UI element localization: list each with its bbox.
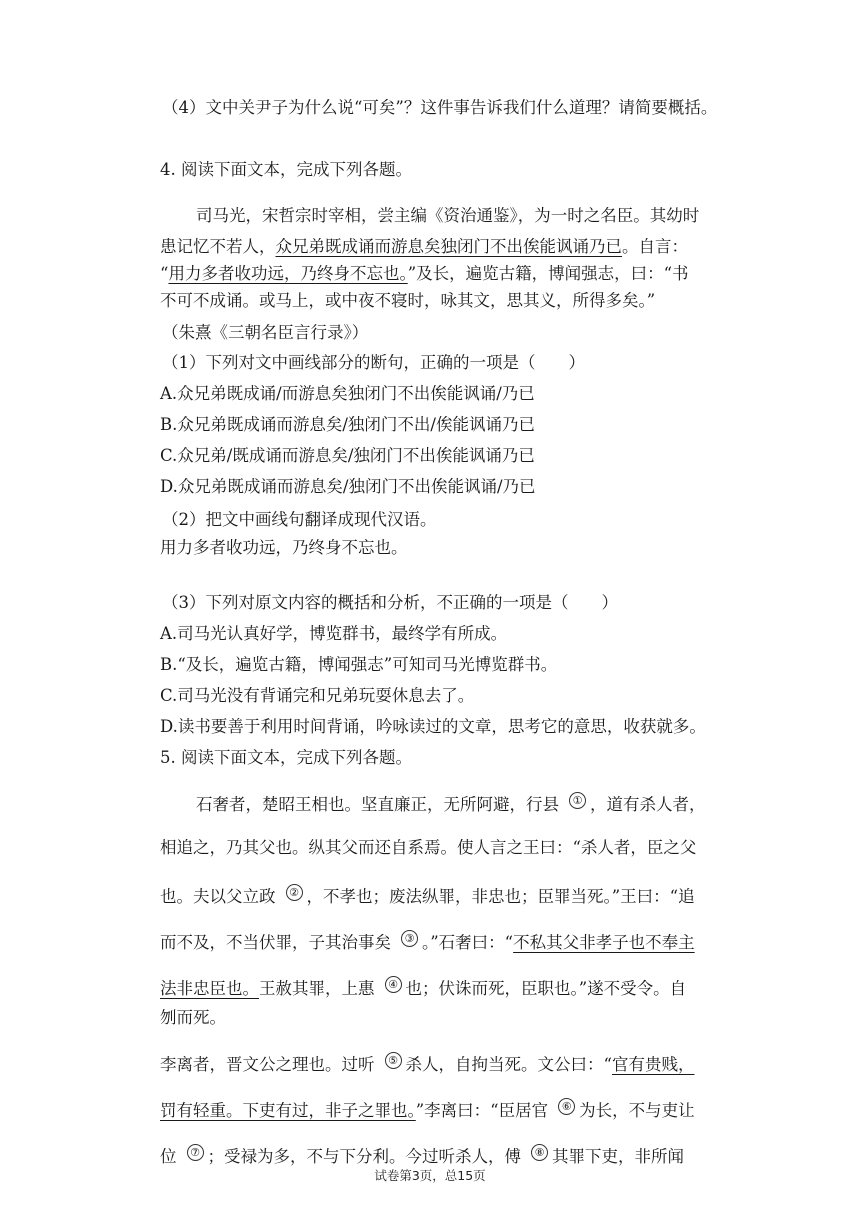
passage-text: ，不孝也；废法纵罪，非忠也；臣罪当死。”王曰：“追 <box>306 887 695 906</box>
passage-line: 相追之，乃其父也。纵其父而还自系焉。使人言之王曰：“杀人者，臣之父 <box>160 838 697 857</box>
passage-text: 其罪下吏，非所闻 <box>552 1147 684 1166</box>
passage-line <box>160 1144 684 1167</box>
passage-text: 患记忆不若人， <box>160 237 276 256</box>
passage-line <box>160 264 689 284</box>
translate-sentence: 用力多者收功远，乃终身不忘也。 <box>160 538 408 557</box>
underlined-sentence: 官有贵贱， <box>611 1055 695 1074</box>
passage-text: ”及长，遍览古籍，博闻强志，曰：“书 <box>407 264 689 283</box>
page-footer: 试卷第3页，总15页 <box>374 1168 486 1183</box>
passage-line <box>160 930 695 953</box>
sub-question-1: （1）下列对文中画线部分的断句，正确的一项是（ ） <box>162 353 585 372</box>
option-d: D.众兄弟既成诵而游息矣/独闭门不出俟能讽诵/乃已 <box>160 477 536 496</box>
passage-line <box>160 237 688 257</box>
passage-text: ”李离曰：“臣居官 <box>415 1101 549 1120</box>
footnote-marker: ① <box>569 792 586 809</box>
footnote-marker: ④ <box>385 976 402 993</box>
underlined-sentence: 不私其父非孝子也不奉主 <box>513 933 695 952</box>
passage-text: 。”石奢曰：“ <box>422 933 514 952</box>
sub-question-2: （2）把文中画线句翻译成现代汉语。 <box>162 510 437 529</box>
option-a: A.众兄弟既成诵/而游息矣独闭门不出俟能讽诵/乃已 <box>160 384 535 403</box>
passage-line <box>196 792 706 815</box>
passage-text: 王赦其罪，上惠 <box>259 979 375 998</box>
underlined-sentence: 众兄弟既成诵而游息矣独闭门不出俟能讽诵乃已 <box>275 237 622 256</box>
passage-line: 刎而死。 <box>160 1008 226 1027</box>
footnote-marker: ⑧ <box>531 1144 548 1161</box>
footnote-marker: ⑤ <box>385 1052 402 1069</box>
sub-question-3: （3）下列对原文内容的概括和分析，不正确的一项是（ ） <box>162 593 618 612</box>
passage-line <box>160 884 695 907</box>
option-d: D.读书要善于利用时间背诵，吟咏读过的文章，思考它的意思，收获就多。 <box>160 717 706 736</box>
question-3-sub4: （4）文中关尹子为什么说“可矣”？这件事告诉我们什么道理？请简要概括。 <box>162 98 718 117</box>
option-b: B.“及长，遍览古籍，博闻强志”可知司马光博览群书。 <box>160 655 558 674</box>
passage-text: “ <box>160 264 169 283</box>
footnote-marker: ② <box>286 884 303 901</box>
option-b: B.众兄弟既成诵而游息矣/独闭门不出/俟能讽诵乃已 <box>160 415 535 434</box>
footnote-marker: ⑥ <box>558 1098 575 1115</box>
passage-source: （朱熹《三朝名臣言行录》） <box>162 323 369 342</box>
passage-text: 也；伏诛而死，臣职也。”遂不受令。自 <box>405 979 687 998</box>
passage-text: 杀人，自拘当死。文公曰：“ <box>405 1055 612 1074</box>
passage-text: 为长，不与吏让 <box>579 1101 695 1120</box>
passage-line: 不可不成诵。或马上，或中夜不寝时，咏其文，思其义，所得多矣。” <box>160 291 656 310</box>
passage-line <box>160 1098 695 1121</box>
footnote-marker: ③ <box>401 930 418 947</box>
passage-text: 而不及，不当伏罪，子其治事矣 <box>160 933 391 952</box>
passage-line <box>160 976 686 999</box>
passage-line <box>160 1052 694 1075</box>
passage-text: 李离者，晋文公之理也。过听 <box>160 1055 375 1074</box>
passage-text: 。自言： <box>622 237 688 256</box>
option-a: A.司马光认真好学，博览群书，最终学有所成。 <box>160 624 508 643</box>
passage-line: 司马光，宋哲宗时宰相，尝主编《资治通鉴》，为一时之名臣。其幼时 <box>196 206 700 225</box>
option-c: C.司马光没有背诵完和兄弟玩耍休息去了。 <box>160 686 475 705</box>
underlined-sentence: 罚有轻重。下吏有过，非子之罪也。 <box>160 1101 416 1120</box>
underlined-sentence: 用力多者收功远，乃终身不忘也。 <box>168 264 408 283</box>
passage-text: 位 <box>160 1147 177 1166</box>
question-5-heading: 5. 阅读下面文本，完成下列各题。 <box>160 748 412 767</box>
option-c: C.众兄弟/既成诵而游息矣/独闭门不出俟能讽诵乃已 <box>160 446 535 465</box>
footnote-marker: ⑦ <box>187 1144 204 1161</box>
passage-text: ，道有杀人者， <box>590 795 706 814</box>
passage-text: ；受禄为多，不与下分利。今过听杀人，傅 <box>207 1147 521 1166</box>
underlined-sentence: 法非忠臣也。 <box>160 979 259 998</box>
passage-text: 也。夫以父立政 <box>160 887 276 906</box>
passage-text: 石奢者，楚昭王相也。坚直廉正，无所阿避，行县 <box>196 795 559 814</box>
question-4-heading: 4. 阅读下面文本，完成下列各题。 <box>160 160 412 179</box>
